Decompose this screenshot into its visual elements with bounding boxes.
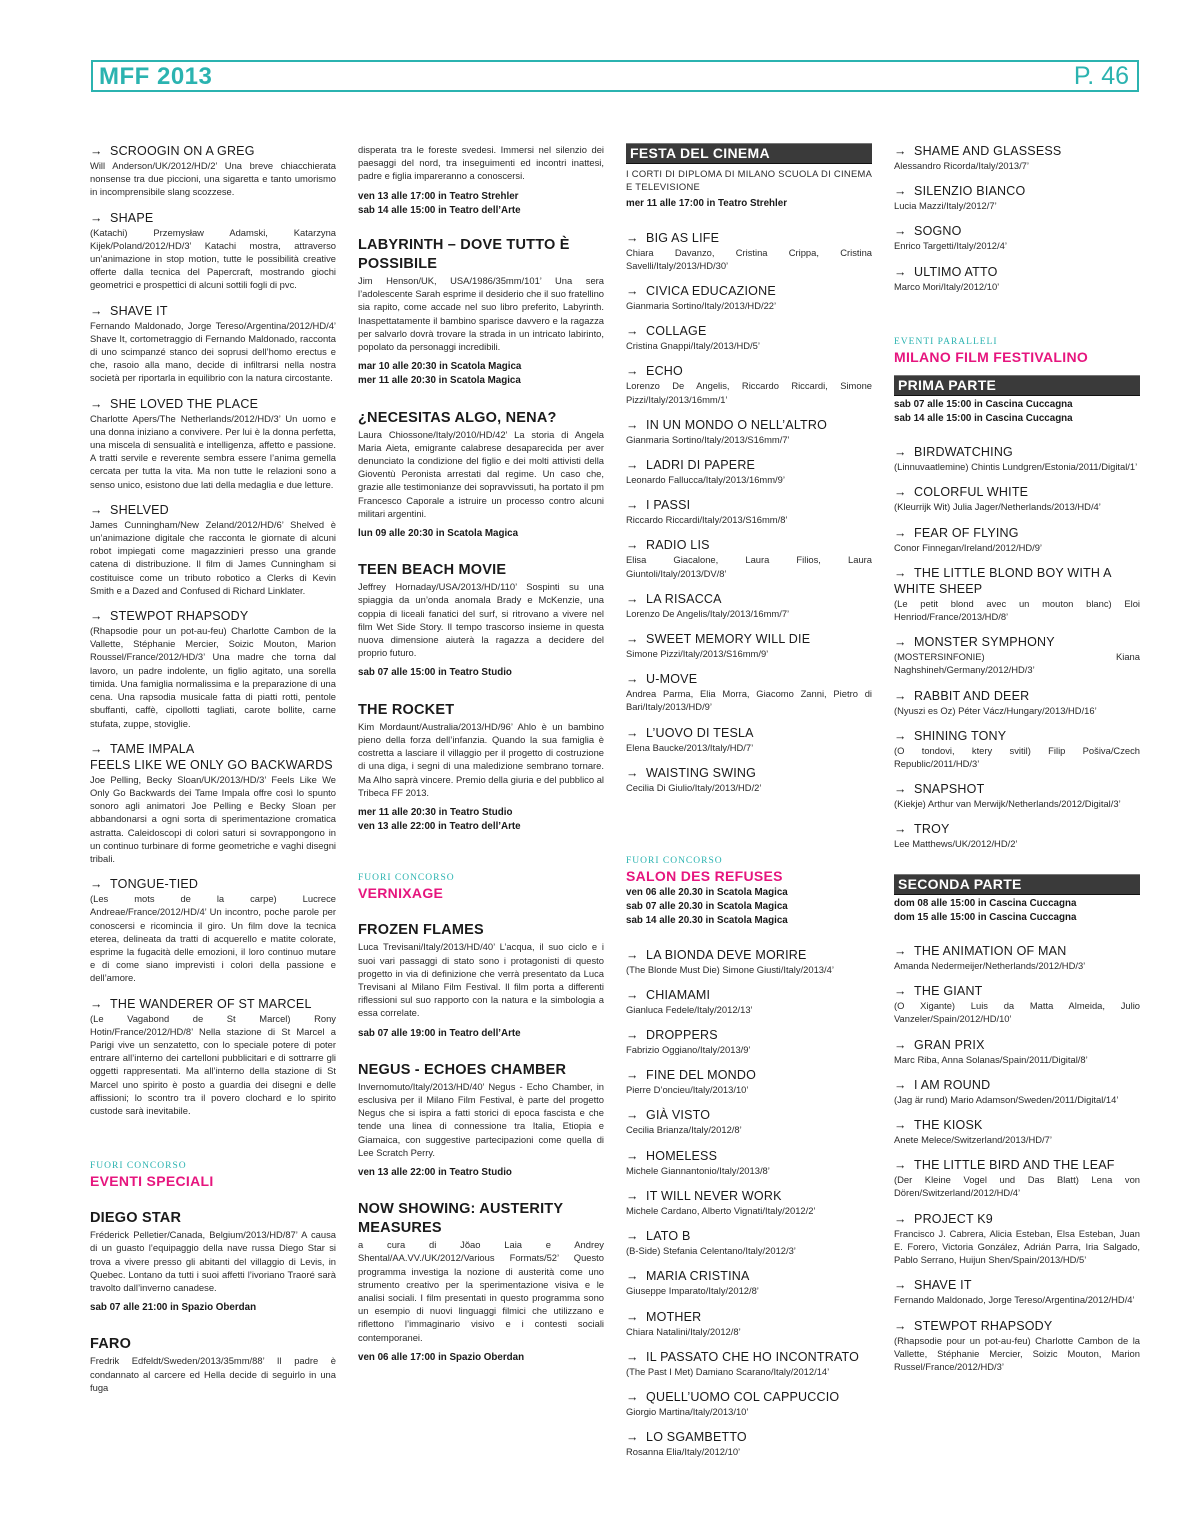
film-title: → THE LITTLE BLOND BOY WITH A: [894, 565, 1140, 581]
film-entry: [894, 943, 1140, 972]
film-credits: (The Past I Met) Damiano Scarano/Italy/2012/14’: [626, 1365, 830, 1377]
film-credits: Fernando Maldonado, Jorge Tereso/Argentina/2012/HD/4’ Shave It, cortometraggio di Fernando Maldonado, racconta di uno scimpanzé stanco dei soprusi dell’homo erectus e che, rasoio alla mano, decide di infiltrarsi nella nostra società per riportarla in equilibrio con la natura circostante.: [90, 319, 336, 384]
film-credits: Cecilia Di Giulio/Italy/2013/HD/2’: [626, 781, 762, 793]
film-entry: [894, 983, 1140, 1025]
film-credits: Fernando Maldonado, Jorge Tereso/Argentina/2012/HD/4’: [894, 1294, 1135, 1306]
film-title: → LATO B: [626, 1228, 872, 1244]
film-credits: Elisa Giacalone, Laura Filios, Laura Giuntoli/Italy/2013/DV/8’: [626, 554, 872, 579]
screening-times: [894, 897, 1140, 925]
film-title: → QUELL’UOMO COL CAPPUCCIO: [626, 1389, 872, 1405]
film-title: → THE LITTLE BIRD AND THE LEAF: [894, 1157, 1140, 1173]
film-credits: (O Xigante) Luis da Matta Almeida, Julio Vanzeler/Spain/2012/HD/10’: [894, 1000, 1140, 1025]
film-credits: Giorgio Martina/Italy/2013/10’: [626, 1405, 749, 1417]
feature-description: Jim Henson/UK, USA/1986/35mm/101’ Una sera l’adolescente Sarah esprime il desiderio che il suo fratellino sia rapito, come accade nel suo libro preferito, Labyrinth. Inaspettatamente il bambino sparisce davvero e la ragazza per salvarlo dovrà trovare la strada in un intricato labirinto, popolato da personaggi incredibili.: [358, 275, 604, 353]
film-entry: [626, 457, 872, 486]
feature-title: NOW SHOWING: AUSTERITY MEASURES: [358, 1201, 563, 1237]
short-film-list: [894, 143, 1140, 293]
film-credits: (Rhapsodie pour un pot-au-feu) Charlotte Cambon de la Vallette, Stéphanie Mercier, Soizic Mouton, Marion Roussel/France/2012/HD/3’ Una madre che torna dal lavoro, un padre indolente, un figlio agitato, una sorella timida. Una famiglia normalissima e la preparazione di una cena. Una rapsodia musicale fatta di piatti rotti, pentole sbuffanti, caffè, cipollotti tagliati, carote bollite, carne stufata, zuppe, stoviglie.: [90, 625, 336, 729]
feature-entry: [358, 1061, 604, 1180]
film-entry: [626, 230, 872, 272]
film-credits: Chiara Natalini/Italy/2012/8’: [626, 1325, 741, 1337]
film-title: → GIÀ VISTO: [626, 1107, 872, 1123]
screening-line: dom 08 alle 15:00 in Cascina Cuccagna: [894, 897, 1077, 909]
screening-line: ven 13 alle 22:00 in Teatro Studio: [358, 1166, 512, 1178]
short-film-list: [90, 143, 336, 1117]
film-title: → HOMELESS: [626, 1148, 872, 1164]
film-entry: [626, 987, 872, 1016]
film-credits: (Kleurrijk Wit) Julia Jager/Netherlands/2013/HD/4’: [894, 501, 1101, 513]
screening-times: [358, 1351, 604, 1365]
screening-times: [90, 1301, 336, 1315]
film-title: → SCROOGIN ON A GREG: [90, 143, 336, 159]
film-credits: Lorenzo De Angelis/Italy/2013/16mm/7’: [626, 607, 790, 619]
feature-title: THE ROCKET: [358, 701, 455, 718]
feature-entry: [358, 409, 604, 542]
film-credits: Amanda Nedermeijer/Netherlands/2012/HD/3’: [894, 960, 1086, 972]
film-entry: [626, 1107, 872, 1136]
film-credits: (The Blonde Must Die) Simone Giusti/Italy/2013/4’: [626, 963, 834, 975]
film-title: → I AM ROUND: [894, 1077, 1140, 1093]
screening-times: [358, 527, 604, 541]
feature-description: Luca Trevisani/Italy/2013/HD/40’ L’acqua, il suo ciclo e i suoi vari passaggi di stato sono i protagonisti di questo progetto in via di definizione che verrà presentato da Luca Trevisani al Milano Film Festival. Il film porta a differenti riflessioni sul suo rapporto con la natura e la simbologia a essa correlate.: [358, 941, 604, 1019]
film-credits: (Linnuvaatlemine) Chintis Lundgren/Estonia/2011/Digital/1’: [894, 461, 1138, 473]
film-credits: (Les mots de la carpe) Lucrece Andreae/France/2012/HD/4’ Un incontro, poche parole per conoscersi e ricomincia il giro. Un film dove la tecnica eterea, delineata da tratti di acquerello e matite colorate, esprime la fugacità delle emozioni, il loro continuo mutare e di come siano imprevisti i colori della passione e dell’amore.: [90, 893, 336, 984]
film-title: → SHAVE IT: [90, 303, 336, 319]
film-title: → SWEET MEMORY WILL DIE: [626, 631, 872, 647]
film-title: → SNAPSHOT: [894, 781, 1140, 797]
feature-entry: [358, 236, 604, 389]
film-credits: Chiara Davanzo, Cristina Crippa, Cristina Savelli/Italy/2013/HD/30’: [626, 246, 872, 271]
feature-title: FROZEN FLAMES: [358, 922, 484, 939]
magazine-title: MFF 2013: [99, 63, 213, 90]
film-credits: Charlotte Apers/The Netherlands/2012/HD/3’ Un uomo e una donna iniziano a convivere. Per lui è la donna perfetta, una miscela di sensualità e intelligenza, affetto e passione. A tratti servile e reverente sembra essere l’anima gemella cercata per tutta la vita. Ma non tutte le relazioni sono a senso unico, esistono due lati della medaglia e due letture.: [90, 412, 336, 490]
film-entry: [90, 303, 336, 385]
film-credits: (Der Kleine Vogel und Das Blatt) Lena von Dören/Switzerland/2012/HD/4’: [894, 1174, 1140, 1199]
film-entry: [626, 537, 872, 579]
film-entry: [626, 1309, 872, 1338]
page-number: P. 46: [1073, 62, 1129, 90]
film-credits: Francisco J. Cabrera, Alicia Esteban, Elsa Esteban, Juan E. Forero, Victoria González, Adrián Parra, Iria Salgado, Pablo Serrano, Huijun Shen/Spain/2013/HD/5’: [894, 1227, 1140, 1266]
film-title: → THE KIOSK: [894, 1117, 1140, 1133]
section-title: SALON DES REFUSES: [626, 868, 783, 885]
screening-line: ven 06 alle 17:00 in Spazio Oberdan: [358, 1351, 525, 1363]
column-4: [894, 143, 1140, 1384]
film-entry: [90, 396, 336, 491]
feature-entry: [90, 1209, 336, 1315]
film-entry: [894, 143, 1140, 172]
film-title: → IL PASSATO CHE HO INCONTRATO: [626, 1349, 872, 1365]
screening-times: [358, 360, 604, 388]
film-credits: Michele Giannantonio/Italy/2013/8’: [626, 1164, 770, 1176]
screening-line: ven 06 alle 20.30 in Scatola Magica: [626, 887, 788, 899]
feature-description: a cura di Jŏao Laia e Andrey Shental/AA.VV./UK/2012/Various Formats/52’ Questo programma investiga la nozione di austerità come uno strumento creativo per la sperimentazione visiva e le analisi sociali. I film presentati in questo programma sono un esempio di nuovi linguaggi filmici che utilizzano e riflettono l’immaginario visivo e i contesti sociali contemporanei.: [358, 1239, 604, 1343]
film-credits: Lucia Mazzi/Italy/2012/7’: [894, 200, 997, 212]
screening-line: sab 14 alle 15:00 in Cascina Cuccagna: [894, 413, 1073, 425]
film-entry: [626, 631, 872, 660]
film-credits: (B-Side) Stefania Celentano/Italy/2012/3’: [626, 1245, 796, 1257]
film-entry: [894, 728, 1140, 770]
film-entry: [894, 1211, 1140, 1267]
film-entry: [626, 1429, 872, 1458]
short-film-list: [626, 230, 872, 794]
film-entry: [894, 781, 1140, 810]
film-credits: (Kiekje) Arthur van Merwijk/Netherlands/2012/Digital/3’: [894, 798, 1121, 810]
film-title: → IT WILL NEVER WORK: [626, 1188, 872, 1204]
film-title: → SHINING TONY: [894, 728, 1140, 744]
film-entry: [626, 1067, 872, 1096]
film-title: → LA RISACCA: [626, 591, 872, 607]
screening-line: dom 15 alle 15:00 in Cascina Cuccagna: [894, 911, 1077, 923]
feature-list: [358, 236, 604, 834]
film-entry: [894, 1277, 1140, 1306]
film-title: → COLLAGE: [626, 323, 872, 339]
film-entry: [626, 1027, 872, 1056]
film-entry: [626, 1389, 872, 1418]
feature-list: [358, 921, 604, 1365]
film-title: → BIRDWATCHING: [894, 444, 1140, 460]
film-entry: [894, 183, 1140, 212]
film-entry: [90, 876, 336, 984]
film-credits: Lorenzo De Angelis, Riccardo Riccardi, Simone Pizzi/Italy/2013/16mm/1’: [626, 380, 872, 405]
film-entry: [626, 1188, 872, 1217]
section-bar: PRIMA PARTE: [894, 375, 1140, 396]
film-entry: [626, 1268, 872, 1297]
short-film-list: [894, 444, 1140, 850]
film-entry: [90, 608, 336, 730]
page-header: [91, 60, 1139, 92]
feature-description: Jeffrey Hornaday/USA/2013/HD/110’ Sospinti su una spiaggia da un’onda anomala Brady e McKenzie, una coppia di liceali fanatici del surf, si ritrovano a vivere nel film Wet Side Story. Il tempo trascorso insieme in questa nuova dimensione aiuterà la ragazza a decidere del proprio futuro.: [358, 581, 604, 659]
section-title: EVENTI SPECIALI: [90, 1173, 214, 1190]
film-entry: [894, 444, 1140, 473]
film-entry: [894, 821, 1140, 850]
film-title-line-2: WHITE SHEEP: [894, 581, 983, 596]
film-credits: (Rhapsodie pour un pot-au-feu) Charlotte Cambon de la Vallette, Stéphanie Mercier, Soizic Mouton, Marion Russel/France/2012/HD/3’: [894, 1334, 1140, 1372]
film-credits: (Nyuszi es Oz) Péter Vácz/Hungary/2013/HD/16’: [894, 704, 1097, 716]
film-credits: Leonardo Fallucca/Italy/2013/16mm/9’: [626, 474, 785, 486]
film-entry: [894, 1077, 1140, 1106]
film-title: → TROY: [894, 821, 1140, 837]
film-credits: Michele Cardano, Alberto Vignati/Italy/2012/2’: [626, 1204, 816, 1216]
section-subtitle: I CORTI DI DIPLOMA DI MILANO SCUOLA DI CINEMA E TELEVISIONE: [626, 168, 872, 193]
feature-description: Invernomuto/Italy/2013/HD/40’ Negus - Echo Chamber, in esclusiva per il Milano Film Festival, è parte del progetto Negus che si ispira a fatti storici di epoca fascista e che tende una linea di connessione tra Italia, Etiopia e Giamaica, con suggestive partecipazioni come quella di Lee Scratch Perry.: [358, 1080, 604, 1158]
column-1: [90, 143, 336, 1414]
film-credits: Elena Baucke/2013/Italy/HD/7’: [626, 741, 754, 753]
screening-line: ven 13 alle 17:00 in Teatro Strehler: [358, 190, 519, 202]
film-title: → SILENZIO BIANCO: [894, 183, 1140, 199]
section-bar: SECONDA PARTE: [894, 874, 1140, 895]
screening-line: sab 07 alle 20.30 in Scatola Magica: [626, 901, 788, 913]
screening-times: [358, 666, 604, 680]
feature-description: Kim Mordaunt/Australia/2013/HD/96’ Ahlo è un bambino pieno della forza dell’infanzia. Quando la sua famiglia è costretta a lasciare il villaggio per il progetto di costruzione di una diga, i segni di una maledizione sembrano tornare. Ma Alho saprà vincere. Premio della giuria e del pubblico al Tribeca FF 2013.: [358, 720, 604, 798]
film-credits: Cecilia Brianza/Italy/2012/8’: [626, 1124, 742, 1136]
film-credits: (MOSTERSINFONIE) Kiana Naghshineh/Germany/2012/HD/3’: [894, 651, 1140, 676]
feature-title: LABYRINTH – DOVE TUTTO È POSSIBILE: [358, 237, 570, 273]
film-entry: [626, 765, 872, 794]
short-film-list: [894, 943, 1140, 1373]
film-entry: [90, 996, 336, 1118]
film-title: → RADIO LIS: [626, 537, 872, 553]
film-title: → PROJECT K9: [894, 1211, 1140, 1227]
film-title: → TONGUE-TIED: [90, 876, 336, 892]
film-title: → CHIAMAMI: [626, 987, 872, 1003]
film-title: → TAME IMPALA: [90, 741, 336, 757]
film-credits: Will Anderson/UK/2012/HD/2’ Una breve chiacchierata nonsense tra due piccioni, una sigaretta e tanto umorismo in incomprensibile slang scozzese.: [90, 160, 336, 198]
screening-line: sab 14 alle 15:00 in Teatro dell’Arte: [358, 204, 521, 216]
film-entry: [626, 1148, 872, 1177]
film-entry: [626, 947, 872, 976]
film-entry: [894, 264, 1140, 293]
film-credits: Gianluca Fedele/Italy/2012/13’: [626, 1003, 753, 1015]
section-label: FUORI CONCORSO: [358, 873, 455, 884]
feature-entry: [358, 701, 604, 835]
screening-line: mer 11 alle 17:00 in Teatro Strehler: [626, 198, 788, 210]
film-entry: [626, 1228, 872, 1257]
film-title: → WAISTING SWING: [626, 765, 872, 781]
film-title: → LO SGAMBETTO: [626, 1429, 872, 1445]
section-label: FUORI CONCORSO: [626, 856, 723, 867]
feature-description: Fredrik Edfeldt/Sweden/2013/35mm/88’ Il padre è condannato al carcere ed Hella decide di seguirlo in una fuga: [90, 1355, 336, 1393]
film-entry: [626, 725, 872, 754]
screening-line: ven 13 alle 22:00 in Teatro dell’Arte: [358, 821, 521, 833]
film-title: → I PASSI: [626, 497, 872, 513]
film-title: → RABBIT AND DEER: [894, 688, 1140, 704]
screening-line: sab 07 alle 15:00 in Cascina Cuccagna: [894, 398, 1073, 410]
film-credits: (Jag är rund) Mario Adamson/Sweden/2011/Digital/14’: [894, 1093, 1119, 1105]
section-label: FUORI CONCORSO: [90, 1161, 187, 1172]
feature-title: FARO: [90, 1336, 132, 1353]
film-entry: [894, 565, 1140, 623]
film-title: → GRAN PRIX: [894, 1037, 1140, 1053]
screening-times: [626, 886, 872, 929]
film-entry: [626, 1349, 872, 1378]
film-entry: [894, 688, 1140, 717]
film-credits: Marco Mori/Italy/2012/10’: [894, 280, 1000, 292]
film-credits: Marc Riba, Anna Solanas/Spain/2011/Digital/8’: [894, 1053, 1088, 1065]
film-credits: Cristina Gnappi/Italy/2013/HD/5’: [626, 340, 760, 352]
film-title: → STEWPOT RHAPSODY: [90, 608, 336, 624]
film-credits: (Le Vagabond de St Marcel) Rony Hotin/France/2012/HD/8’ Nella stazione di St Marcel a Parigi vive un senzatetto, con lo speciale potere di poter entrare all’interno dei cartelloni pubblicitari e di sottrarre gli oggetti rappresentati. Ma all’interno della stazione di St Marcel uno spirito è posto a guardia dei disegni e delle affissioni; lo scontro tra il povero clochard e lo spirito custode sarà inevitabile.: [90, 1012, 336, 1116]
screening-line: sab 07 alle 21:00 in Spazio Oberdan: [90, 1302, 257, 1314]
film-entry: [894, 1157, 1140, 1199]
section-bar: FESTA DEL CINEMA: [626, 143, 872, 164]
film-title: → SOGNO: [894, 223, 1140, 239]
feature-list: [90, 1209, 336, 1394]
film-title: → THE GIANT: [894, 983, 1140, 999]
section-title: VERNIXAGE: [358, 885, 444, 902]
film-title: → LADRI DI PAPERE: [626, 457, 872, 473]
feature-entry: [358, 1200, 604, 1365]
feature-title: ¿NECESITAS ALGO, NENA?: [358, 409, 557, 426]
film-title: → DROPPERS: [626, 1027, 872, 1043]
screening-times: [626, 197, 872, 211]
screening-line: mar 10 alle 20:30 in Scatola Magica: [358, 361, 522, 373]
film-title: → STEWPOT RHAPSODY: [894, 1318, 1140, 1334]
film-title: → BIG AS LIFE: [626, 230, 872, 246]
film-title: → ECHO: [626, 363, 872, 379]
film-entry: [894, 525, 1140, 554]
film-title: → THE ANIMATION OF MAN: [894, 943, 1140, 959]
feature-entry: [358, 561, 604, 680]
screening-line: mer 11 alle 20:30 in Scatola Magica: [358, 375, 521, 387]
film-title: → SHE LOVED THE PLACE: [90, 396, 336, 412]
film-title-line-2: FEELS LIKE WE ONLY GO BACKWARDS: [90, 757, 333, 772]
film-credits: (Le petit blond avec un mouton blanc) Eloi Henriod/France/2013/HD/8’: [894, 597, 1140, 623]
section-label: EVENTI PARALLELI: [894, 336, 998, 347]
screening-line: sab 07 alle 19:00 in Teatro dell’Arte: [358, 1027, 521, 1039]
screening-line: lun 09 alle 20:30 in Scatola Magica: [358, 528, 519, 540]
film-entry: [90, 502, 336, 597]
film-credits: (O tondovi, ktery svitil) Filip Pošiva/Czech Republic/2011/HD/3’: [894, 744, 1140, 770]
film-title: → U-MOVE: [626, 671, 872, 687]
screening-line: sab 07 alle 15:00 in Teatro Studio: [358, 667, 512, 679]
film-title: → SHAPE: [90, 210, 336, 226]
film-entry: [894, 484, 1140, 513]
film-credits: Simone Pizzi/Italy/2013/S16mm/9’: [626, 648, 769, 660]
film-entry: [626, 323, 872, 352]
film-title: → IN UN MONDO O NELL’ALTRO: [626, 417, 872, 433]
film-entry: [626, 363, 872, 405]
feature-title: TEEN BEACH MOVIE: [358, 562, 507, 579]
feature-title: DIEGO STAR: [90, 1210, 182, 1227]
film-credits: Andrea Parma, Elia Morra, Giacomo Zanni, Pietro di Bari/Italy/2013/HD/9’: [626, 688, 872, 713]
film-entry: [894, 223, 1140, 252]
film-entry: [626, 283, 872, 312]
film-title: → COLORFUL WHITE: [894, 484, 1140, 500]
film-credits: (Katachi) Przemysław Adamski, Katarzyna Kijek/Poland/2012/HD/3’ Katachi mostra, attraverso un’animazione in stop motion, tutte le possibilità creative offerte dalla tecnica del Papercraft, mostrando giochi geometrici e prospettici di alcuni sottili fogli di pvc.: [90, 226, 336, 291]
film-credits: Conor Finnegan/Ireland/2012/HD/9’: [894, 541, 1043, 553]
film-entry: [90, 741, 336, 865]
film-title: → SHAME AND GLASSESS: [894, 143, 1140, 159]
feature-entry: [358, 921, 604, 1040]
film-title: → FINE DEL MONDO: [626, 1067, 872, 1083]
film-entry: [894, 1318, 1140, 1374]
film-credits: Gianmaria Sortino/Italy/2013/S16mm/7’: [626, 433, 790, 445]
film-title: → MONSTER SYMPHONY: [894, 634, 1140, 650]
film-entry: [894, 1117, 1140, 1146]
film-title: → MARIA CRISTINA: [626, 1268, 872, 1284]
film-title: → ULTIMO ATTO: [894, 264, 1140, 280]
section-title: MILANO FILM FESTIVALINO: [894, 348, 1089, 365]
column-3: [626, 143, 872, 1469]
film-title: → MOTHER: [626, 1309, 872, 1325]
film-credits: Alessandro Ricorda/Italy/2013/7’: [894, 160, 1029, 171]
film-credits: James Cunningham/New Zeland/2012/HD/6’ Shelved è un’animazione digitale che racconta le giornate di alcuni robot impiegati come magazzinieri presso una grande catena di distribuzione. Il film di James Cunningham si costituisce come un tributo robotico a Clerks di Kevin Smith e a Dazed and Confused di Richard Linklater.: [90, 518, 336, 596]
screening-times: [358, 1027, 604, 1041]
film-credits: Enrico Targetti/Italy/2012/4’: [894, 240, 1007, 252]
film-credits: Gianmaria Sortino/Italy/2013/HD/22’: [626, 300, 777, 312]
film-entry: [626, 497, 872, 526]
feature-description: Laura Chiossone/Italy/2010/HD/42’ La storia di Angela Maria Aieta, emigrante calabrese desaparecida per aver denunciato la condizione del figlio e dei molti attivisti della Gioventù Peronista arrestati dal regime. Un caso che, grazie alle testimonianze dei sopravvissuti, ha portato il pm Francesco Caporale a istruire un processo contro alcuni militari argentini.: [358, 428, 604, 519]
film-entry: [894, 1037, 1140, 1066]
film-credits: Giuseppe Imparato/Italy/2012/8’: [626, 1285, 759, 1297]
film-title: → SHELVED: [90, 502, 336, 518]
film-title: → L’UOVO DI TESLA: [626, 725, 872, 741]
film-title: → SHAVE IT: [894, 1277, 1140, 1293]
film-credits: Rosanna Elia/Italy/2012/10’: [626, 1446, 741, 1458]
feature-entry: [90, 1335, 336, 1394]
film-entry: [626, 671, 872, 713]
column-2: [358, 143, 604, 1385]
film-entry: [894, 634, 1140, 676]
film-credits: Anete Melece/Switzerland/2013/HD/7’: [894, 1134, 1052, 1146]
film-credits: Lee Matthews/UK/2012/HD/2’: [894, 838, 1018, 850]
short-film-list: [626, 947, 872, 1459]
screening-times: [894, 398, 1140, 426]
film-title: → THE WANDERER OF ST MARCEL: [90, 996, 336, 1012]
film-credits: Joe Pelling, Becky Sloan/UK/2013/HD/3’ Feels Like We Only Go Backwards dei Tame Impala offre così lo spunto sonoro agli animatori Joe Pelling e Becky Sloan per abbandonarsi a ogni sorta di sperimentazione cromatica astratta. Caleidoscopi di colori saturi si sovrappongono in un continuo turbinare di forme geometriche e vaghi disegni tribali.: [90, 773, 336, 864]
feature-description: Fréderick Pelletier/Canada, Belgium/2013/HD/87’ A causa di un guasto l’equipaggio della nave russa Diego Star si trova a vivere presso gli abitanti del villaggio di Levis, in Quebec. Lontano da tutti i suoi affetti l’ivoriano Traoré sarà travolto dall’inverno canadese.: [90, 1229, 336, 1293]
film-credits: Riccardo Riccardi/Italy/2013/S16mm/8’: [626, 514, 788, 526]
screening-times: [358, 1166, 604, 1180]
film-credits: Fabrizio Oggiano/Italy/2013/9’: [626, 1044, 751, 1056]
continued-description: disperata tra le foreste svedesi. Immersi nel silenzio dei paesaggi del nord, tra inseguimenti ed incontri inattesi, padre e figlia impareranno a conoscersi.: [358, 144, 604, 182]
screening-times: [358, 806, 604, 834]
film-entry: [626, 591, 872, 620]
film-credits: Pierre D’oncieu/Italy/2013/10’: [626, 1084, 749, 1096]
film-entry: [90, 143, 336, 199]
film-title: → FEAR OF FLYING: [894, 525, 1140, 541]
screening-line: mer 11 alle 20:30 in Teatro Studio: [358, 806, 513, 818]
screening-line: sab 14 alle 20.30 in Scatola Magica: [626, 915, 788, 927]
film-entry: [626, 417, 872, 446]
feature-title: NEGUS - ECHOES CHAMBER: [358, 1061, 567, 1078]
film-entry: [90, 210, 336, 292]
film-title: → CIVICA EDUCAZIONE: [626, 283, 872, 299]
film-title: → LA BIONDA DEVE MORIRE: [626, 947, 872, 963]
screening-times: [358, 190, 604, 218]
